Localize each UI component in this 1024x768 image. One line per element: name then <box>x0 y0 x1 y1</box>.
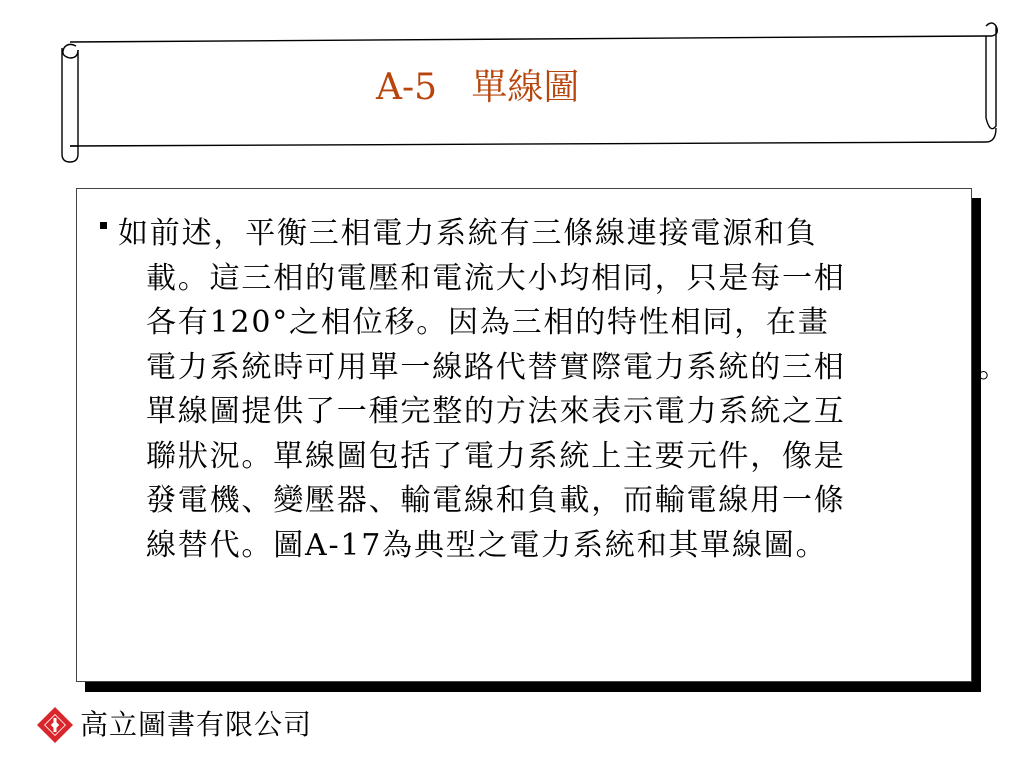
body-line: 電力系統時可用單一線路代替實際電力系統的三相 <box>146 349 846 385</box>
slide-title: A-5 單線圖 <box>376 67 580 108</box>
company-name: 高立圖書有限公司 <box>80 708 313 741</box>
body-line: 線替代。圖A-17為典型之電力系統和其單線圖。 <box>146 527 828 563</box>
body-line: 載。這三相的電壓和電流大小均相同，只是每一相 <box>146 260 846 296</box>
body-line: 聯狀況。單線圖包括了電力系統上主要元件，像是 <box>146 438 846 474</box>
bullet-marker <box>100 222 107 229</box>
body-paragraph <box>118 212 846 568</box>
body-line: 如前述，平衡三相電力系統有三條線連接電源和負 <box>118 216 818 251</box>
overflow-punctuation: 。 <box>978 350 1008 385</box>
body-line: 各有120°之相位移。因為三相的特性相同，在畫 <box>146 305 830 340</box>
company-logo-icon <box>36 706 74 744</box>
body-line: 單線圖提供了一種完整的方法來表示電力系統之互 <box>146 394 846 429</box>
body-line: 發電機、變壓器、輸電線和負載，而輸電線用一條 <box>146 483 846 518</box>
